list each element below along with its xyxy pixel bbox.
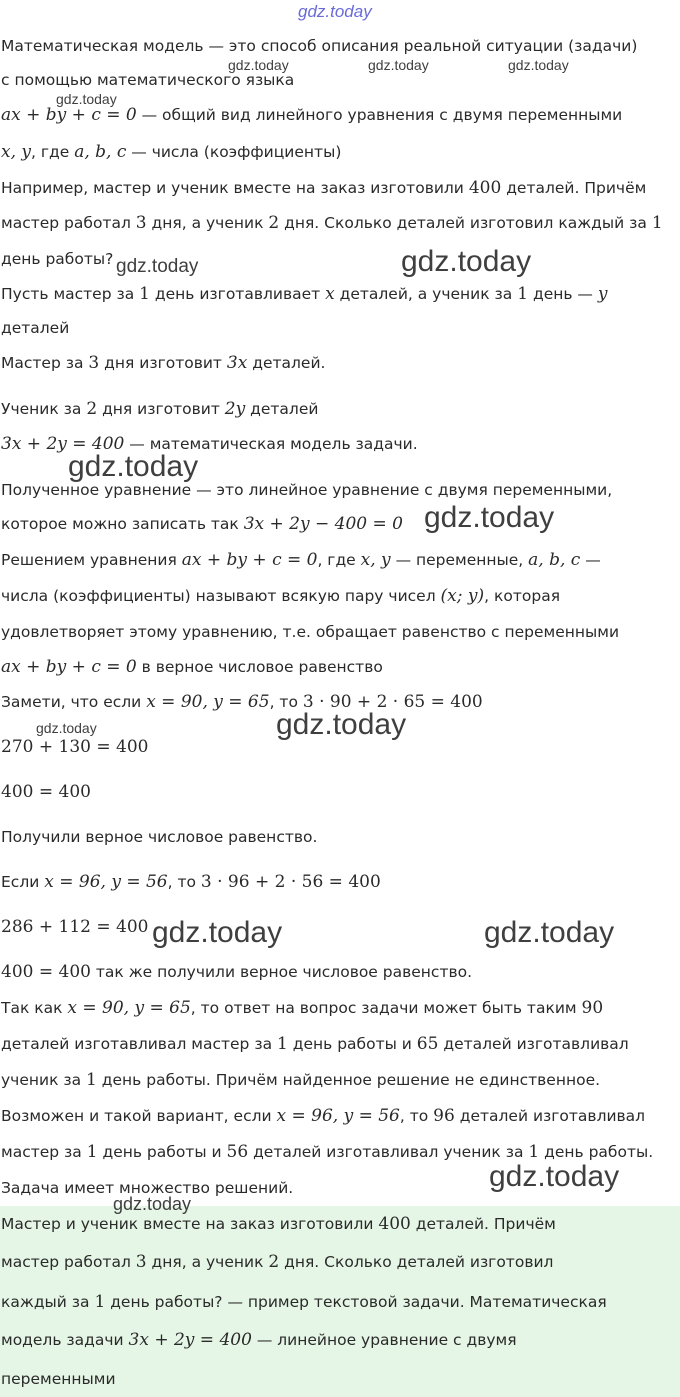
watermark: gdz.today <box>424 501 555 534</box>
math-expression: y <box>597 284 608 304</box>
math-expression: 400 = 400 <box>1 962 91 982</box>
many-solutions-line: Задача имеет множество решений. <box>1 1179 294 1197</box>
text: , то <box>399 1107 434 1125</box>
math-expression: x = 96, y = 56 <box>276 1106 400 1126</box>
text: числа (коэффициенты) называют всякую пару чисел <box>1 587 441 605</box>
text: — общий вид линейного уравнения с двумя переменными <box>136 106 623 124</box>
math-expression: 270 + 130 = 400 <box>1 737 149 757</box>
text: Например, мастер и ученик вместе на заказ изготовили <box>1 179 469 197</box>
watermark: gdz.today <box>401 245 532 278</box>
math-expression: a, b, c <box>74 142 127 162</box>
math-number: 2 <box>268 213 280 233</box>
text: каждый за <box>1 1293 95 1311</box>
watermark: gdz.today <box>36 720 97 736</box>
math-number: 1 <box>86 1142 98 1162</box>
answer-line-3 <box>0 1070 680 1090</box>
check-line-4 <box>0 872 680 892</box>
text: дня изготовит <box>99 354 227 372</box>
answer-line-2 <box>0 1034 680 1054</box>
alternative-line-2 <box>0 1142 680 1162</box>
watermark: gdz.today <box>276 708 407 741</box>
example-line-3: день работы? <box>1 250 114 268</box>
text: дня. Сколько деталей изготовил <box>279 1253 554 1271</box>
text: — переменные, <box>390 551 529 569</box>
math-number: 1 <box>86 1070 97 1090</box>
math-expression: x = 90, y = 65 <box>146 692 270 712</box>
text: мастер работал <box>1 1253 136 1271</box>
text: Если <box>1 873 45 891</box>
student-line <box>0 399 680 419</box>
text: , то <box>269 693 303 711</box>
math-expression: a, b, c <box>528 550 581 570</box>
text: мастер работал <box>1 214 136 232</box>
text: — <box>580 551 601 569</box>
summary-line-4 <box>0 1330 680 1350</box>
math-expression: (x; y) <box>440 586 485 606</box>
text: , где <box>317 551 361 569</box>
text: Мастер за <box>1 354 89 372</box>
site-mark: gdz.today <box>298 2 372 21</box>
math-expression: x, y <box>1 142 31 162</box>
text: деталей изготавливал ученик за <box>248 1143 529 1161</box>
math-number: 400 <box>378 1214 411 1234</box>
example-line-2 <box>0 213 680 233</box>
text: день работы и <box>287 1035 417 1053</box>
summary-line-3 <box>0 1292 680 1312</box>
math-expression: 3x <box>226 353 248 373</box>
text: , то <box>167 873 201 891</box>
resulting-equation-line-1: Полученное уравнение — это линейное уравнение с двумя переменными, <box>1 481 613 499</box>
math-number: 3 <box>88 353 100 373</box>
text: , то ответ на вопрос задачи может быть таким <box>190 999 582 1017</box>
math-number: 1 <box>651 213 663 233</box>
text: деталей изготавливал мастер за <box>1 1035 277 1053</box>
text: дня. Сколько деталей изготовил каждый за <box>279 214 652 232</box>
solution-line-2 <box>0 586 680 606</box>
text: деталей. <box>247 354 326 372</box>
answer-line-1 <box>0 998 680 1018</box>
text: Так как <box>1 999 68 1017</box>
text: , которая <box>484 587 561 605</box>
let-line-2: деталей <box>1 319 70 337</box>
math-number: 1 <box>517 284 529 304</box>
watermark: gdz.today <box>113 1194 192 1214</box>
definition-line-1: Математическая модель — это способ описания реальной ситуации (задачи) <box>1 37 638 55</box>
text: деталей. Причём <box>501 179 647 197</box>
text: день работы. <box>539 1143 654 1161</box>
text: дня, а ученик <box>146 214 269 232</box>
definition-line-2: с помощью математического языка <box>1 71 295 89</box>
math-expression: 286 + 112 = 400 <box>1 917 149 937</box>
text: Пусть мастер за <box>1 285 140 303</box>
math-number: 1 <box>139 284 150 304</box>
math-expression: x, y <box>360 550 391 570</box>
text: мастер за <box>1 1143 87 1161</box>
text: дня изготовит <box>97 400 225 418</box>
text: — линейное уравнение с двумя <box>251 1331 517 1349</box>
text: день работы. Причём найденное решение не единственное. <box>96 1071 601 1089</box>
watermark: gdz.today <box>508 57 569 73</box>
text: Возможен и такой вариант, если <box>1 1107 277 1125</box>
text: деталей изготавливал <box>454 1107 646 1125</box>
text: Замети, что если <box>1 693 147 711</box>
watermark: gdz.today <box>152 916 283 949</box>
math-number: 90 <box>581 998 604 1018</box>
true-equality-line: Получили верное числовое равенство. <box>1 828 318 846</box>
resulting-equation-line-2 <box>0 514 680 534</box>
example-line-1 <box>0 178 680 198</box>
math-number: 3 <box>135 1252 147 1272</box>
math-number: 65 <box>416 1034 439 1054</box>
solution-line-4 <box>0 657 680 677</box>
coefficients-line <box>0 142 680 162</box>
math-number: 96 <box>433 1106 455 1126</box>
summary-line-2 <box>0 1252 680 1272</box>
math-number: 400 <box>468 178 502 198</box>
text: модель задачи <box>1 1331 129 1349</box>
master-line <box>0 353 680 373</box>
text: в верное числовое равенство <box>136 658 383 676</box>
math-expression: 2y <box>224 399 246 419</box>
watermark: gdz.today <box>484 916 615 949</box>
math-expression: x = 96, y = 56 <box>44 872 168 892</box>
math-expression: x <box>325 284 335 304</box>
watermark: gdz.today <box>228 57 289 73</box>
watermark: gdz.today <box>368 57 429 73</box>
math-number: 1 <box>94 1292 106 1312</box>
solution-line-3: удовлетворяет этому уравнению, т.е. обращает равенство с переменными <box>1 623 620 641</box>
math-expression: 3x + 2y = 400 <box>1 434 125 454</box>
watermark: gdz.today <box>116 256 199 277</box>
text: — математическая модель задачи. <box>124 435 418 453</box>
text: Мастер и ученик вместе на заказ изготовили <box>1 1215 379 1233</box>
summary-line-5: переменными <box>1 1370 116 1388</box>
text: день работы? — пример текстовой задачи. Математическая <box>105 1293 607 1311</box>
math-expression: ax + by + c = 0 <box>181 550 318 570</box>
text: день изготавливает <box>149 285 326 303</box>
text: Решением уравнения <box>1 551 182 569</box>
summary-line-1 <box>0 1214 680 1234</box>
watermark: gdz.today <box>489 1160 620 1193</box>
math-expression: 400 = 400 <box>1 782 91 802</box>
text: дня, а ученик <box>146 1253 269 1271</box>
text: деталей изготавливал <box>438 1035 629 1053</box>
text: которое можно записать так <box>1 515 244 533</box>
solution-line-1 <box>0 550 680 570</box>
alternative-line-1 <box>0 1106 680 1126</box>
text: ученик за <box>1 1071 87 1089</box>
general-form-line <box>0 105 680 125</box>
text: деталей, а ученик за <box>334 285 518 303</box>
math-number: 2 <box>268 1252 280 1272</box>
math-number: 3 <box>135 213 147 233</box>
watermark: gdz.today <box>68 450 199 483</box>
text: так же получили верное числовое равенство. <box>90 963 473 981</box>
check-line-3 <box>0 782 680 802</box>
text: , где <box>31 143 75 161</box>
math-number: 1 <box>277 1034 288 1054</box>
math-expression: 3 · 90 + 2 · 65 = 400 <box>302 692 483 712</box>
math-number: 56 <box>226 1142 249 1162</box>
text: — числа (коэффициенты) <box>126 143 342 161</box>
watermark: gdz.today <box>56 91 117 107</box>
math-expression: 3x + 2y − 400 = 0 <box>243 514 403 534</box>
text: день работы и <box>97 1143 227 1161</box>
text: деталей <box>245 400 319 418</box>
let-line-1 <box>0 284 680 304</box>
math-number: 1 <box>528 1142 540 1162</box>
math-expression: 3 · 96 + 2 · 56 = 400 <box>200 872 381 892</box>
check-line-6 <box>0 962 680 982</box>
text: Ученик за <box>1 400 87 418</box>
math-number: 2 <box>86 399 98 419</box>
text: день — <box>528 285 598 303</box>
math-expression: ax + by + c = 0 <box>1 105 137 125</box>
math-expression: x = 90, y = 65 <box>67 998 191 1018</box>
math-expression: ax + by + c = 0 <box>1 657 137 677</box>
text: деталей. Причём <box>410 1215 556 1233</box>
math-expression: 3x + 2y = 400 <box>128 1330 252 1350</box>
